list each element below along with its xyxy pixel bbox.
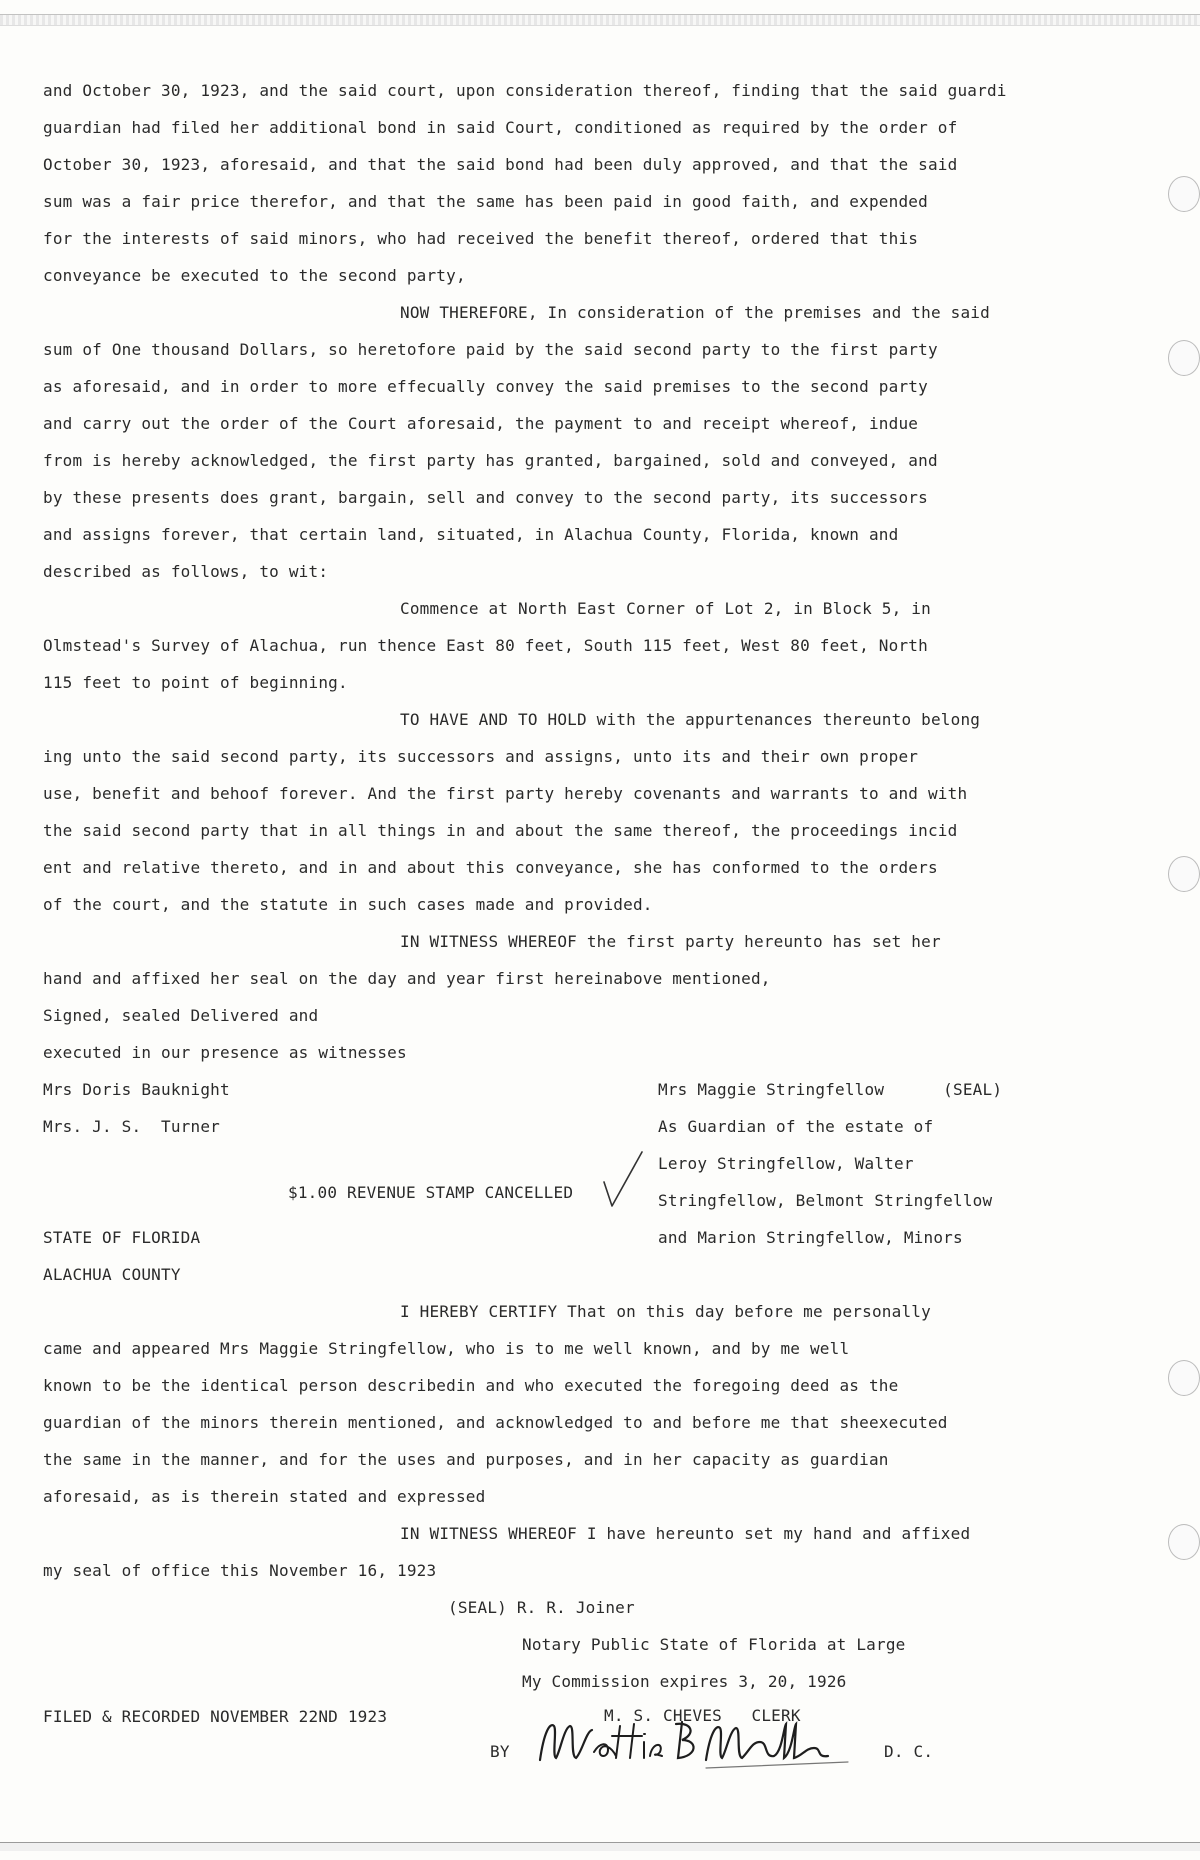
- dc-label: D. C.: [884, 1742, 934, 1761]
- certificate-line: IN WITNESS WHEREOF I have hereunto set my hand and affixed: [400, 1524, 971, 1543]
- witness-name: Mrs Doris Bauknight: [43, 1080, 230, 1099]
- grantor-line: Mrs Maggie Stringfellow (SEAL): [658, 1080, 1003, 1099]
- body-line: Olmstead's Survey of Alachua, run thence East 80 feet, South 115 feet, West 80 feet, North: [43, 636, 928, 655]
- certificate-line: my seal of office this November 16, 1923: [43, 1561, 437, 1580]
- certificate-line: the same in the manner, and for the uses and purposes, and in her capacity as guardian: [43, 1450, 889, 1469]
- certificate-line: known to be the identical person describedin and who executed the foregoing deed as the: [43, 1376, 899, 1395]
- witness-name: Mrs. J. S. Turner: [43, 1117, 220, 1136]
- body-line: and assigns forever, that certain land, situated, in Alachua County, Florida, known and: [43, 525, 899, 544]
- body-line: and October 30, 1923, and the said court, upon consideration thereof, finding that the said guardi: [43, 81, 1007, 100]
- deputy-clerk-signature: [530, 1712, 860, 1774]
- body-line: hand and affixed her seal on the day and year first hereinabove mentioned,: [43, 969, 771, 988]
- venue-state: STATE OF FLORIDA: [43, 1228, 201, 1247]
- notary-title: Notary Public State of Florida at Large: [522, 1635, 906, 1654]
- by-label: BY: [490, 1742, 510, 1761]
- certificate-line: came and appeared Mrs Maggie Stringfellow, who is to me well known, and by me well: [43, 1339, 850, 1358]
- body-line: Commence at North East Corner of Lot 2, in Block 5, in: [400, 599, 931, 618]
- body-line: 115 feet to point of beginning.: [43, 673, 348, 692]
- grantor-line: Stringfellow, Belmont Stringfellow: [658, 1191, 993, 1210]
- punch-hole: [1168, 1524, 1200, 1560]
- notary-seal-name: (SEAL) R. R. Joiner: [448, 1598, 635, 1617]
- certificate-line: I HEREBY CERTIFY That on this day before me personally: [400, 1302, 931, 1321]
- body-line: TO HAVE AND TO HOLD with the appurtenances thereunto belong: [400, 710, 981, 729]
- body-line: NOW THEREFORE, In consideration of the premises and the said: [400, 303, 990, 322]
- punch-hole: [1168, 856, 1200, 892]
- body-line: described as follows, to wit:: [43, 562, 329, 581]
- body-line: conveyance be executed to the second party,: [43, 266, 466, 285]
- body-line: ent and relative thereto, and in and about this conveyance, she has conformed to the orders: [43, 858, 938, 877]
- certificate-line: guardian of the minors therein mentioned, and acknowledged to and before me that sheexecuted: [43, 1413, 948, 1432]
- punch-hole: [1168, 1360, 1200, 1396]
- body-line: sum was a fair price therefor, and that the same has been paid in good faith, and expended: [43, 192, 928, 211]
- punch-hole: [1168, 176, 1200, 212]
- revenue-stamp-note: $1.00 REVENUE STAMP CANCELLED: [288, 1183, 574, 1202]
- body-line: of the court, and the statute in such cases made and provided.: [43, 895, 653, 914]
- certificate-line: aforesaid, as is therein stated and expressed: [43, 1487, 486, 1506]
- grantor-line: As Guardian of the estate of: [658, 1117, 934, 1136]
- body-line: October 30, 1923, aforesaid, and that the said bond had been duly approved, and that the said: [43, 155, 958, 174]
- page-bottom-edge: [0, 1842, 1200, 1851]
- page-top-edge: [0, 14, 1200, 26]
- venue-county: ALACHUA COUNTY: [43, 1265, 181, 1284]
- body-line: as aforesaid, and in order to more effecually convey the said premises to the second party: [43, 377, 928, 396]
- body-line: use, benefit and behoof forever. And the first party hereby covenants and warrants to and with: [43, 784, 968, 803]
- body-line: executed in our presence as witnesses: [43, 1043, 407, 1062]
- body-line: the said second party that in all things in and about the same thereof, the proceedings incid: [43, 821, 958, 840]
- filed-recorded: FILED & RECORDED NOVEMBER 22ND 1923: [43, 1707, 388, 1726]
- body-line: by these presents does grant, bargain, sell and convey to the second party, its successors: [43, 488, 928, 507]
- body-line: and carry out the order of the Court aforesaid, the payment to and receipt whereof, indue: [43, 414, 919, 433]
- checkmark-icon: [600, 1148, 646, 1210]
- body-line: IN WITNESS WHEREOF the first party hereunto has set her: [400, 932, 941, 951]
- body-line: ing unto the said second party, its successors and assigns, unto its and their own proper: [43, 747, 919, 766]
- grantor-line: and Marion Stringfellow, Minors: [658, 1228, 963, 1247]
- clerk-name: M. S. CHEVES CLERK: [604, 1706, 801, 1725]
- punch-hole: [1168, 340, 1200, 376]
- body-line: Signed, sealed Delivered and: [43, 1006, 319, 1025]
- body-line: guardian had filed her additional bond in said Court, conditioned as required by the order of: [43, 118, 958, 137]
- body-line: sum of One thousand Dollars, so heretofore paid by the said second party to the first party: [43, 340, 938, 359]
- body-line: for the interests of said minors, who had received the benefit thereof, ordered that this: [43, 229, 919, 248]
- notary-commission: My Commission expires 3, 20, 1926: [522, 1672, 847, 1691]
- grantor-line: Leroy Stringfellow, Walter: [658, 1154, 914, 1173]
- body-line: from is hereby acknowledged, the first party has granted, bargained, sold and conveyed, and: [43, 451, 938, 470]
